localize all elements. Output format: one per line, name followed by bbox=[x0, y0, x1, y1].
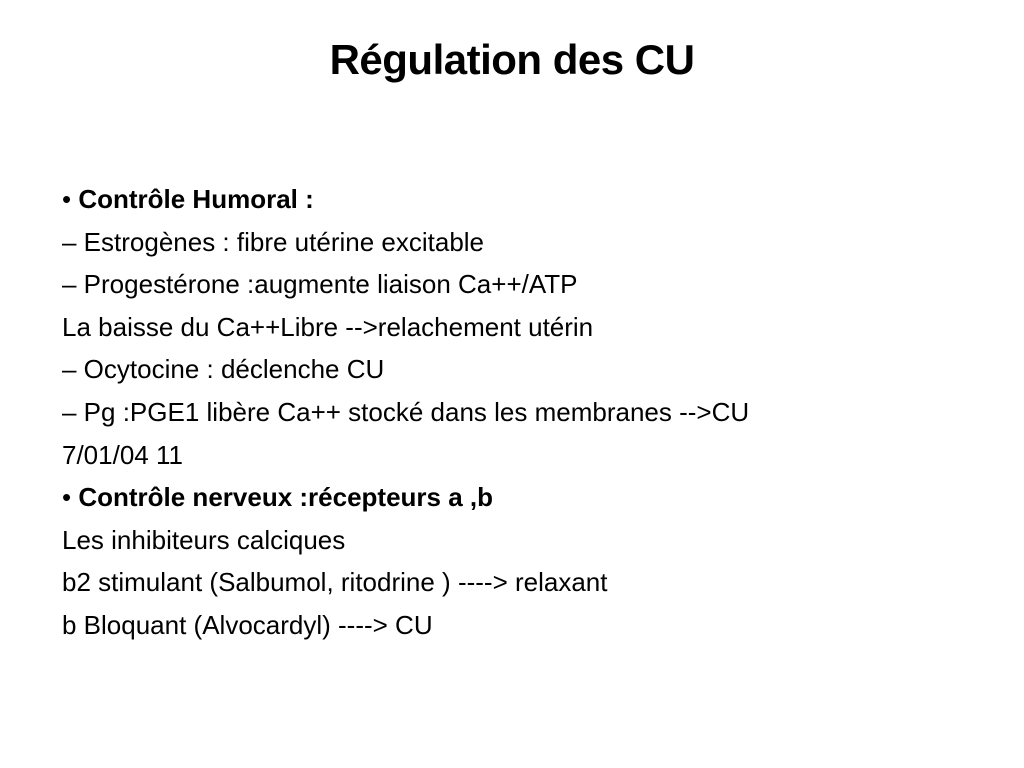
line-progesterone: – Progestérone :augmente liaison Ca++/ATP bbox=[62, 269, 578, 300]
line-estrogenes: – Estrogènes : fibre utérine excitable bbox=[62, 226, 485, 257]
heading-controle-nerveux: Contrôle nerveux :récepteurs a ,b bbox=[78, 482, 494, 513]
bullet-controle-humoral bbox=[62, 178, 1002, 221]
slide-title: Régulation des CU bbox=[329, 36, 695, 83]
bullet-marker: • bbox=[62, 482, 79, 513]
line-ocytocine: – Ocytocine : déclenche CU bbox=[62, 354, 385, 385]
slide-body bbox=[62, 178, 1002, 647]
line-baisse-calcium: La baisse du Ca++Libre -->relachement utérin bbox=[62, 311, 594, 342]
line-inhibiteurs-calciques: Les inhibiteurs calciques bbox=[62, 524, 346, 555]
bullet-controle-nerveux bbox=[62, 476, 1002, 519]
heading-controle-humoral: Contrôle Humoral : bbox=[78, 184, 314, 214]
line-prostaglandine: – Pg :PGE1 libère Ca++ stocké dans les membranes -->CU bbox=[62, 396, 750, 427]
line-b2-stimulant: b2 stimulant (Salbumol, ritodrine ) ----> relaxant bbox=[62, 567, 608, 598]
line-date-reference: 7/01/04 11 bbox=[62, 439, 183, 470]
bullet-marker: • bbox=[62, 184, 79, 214]
line-b-bloquant: b Bloquant (Alvocardyl) ----> CU bbox=[62, 609, 433, 640]
